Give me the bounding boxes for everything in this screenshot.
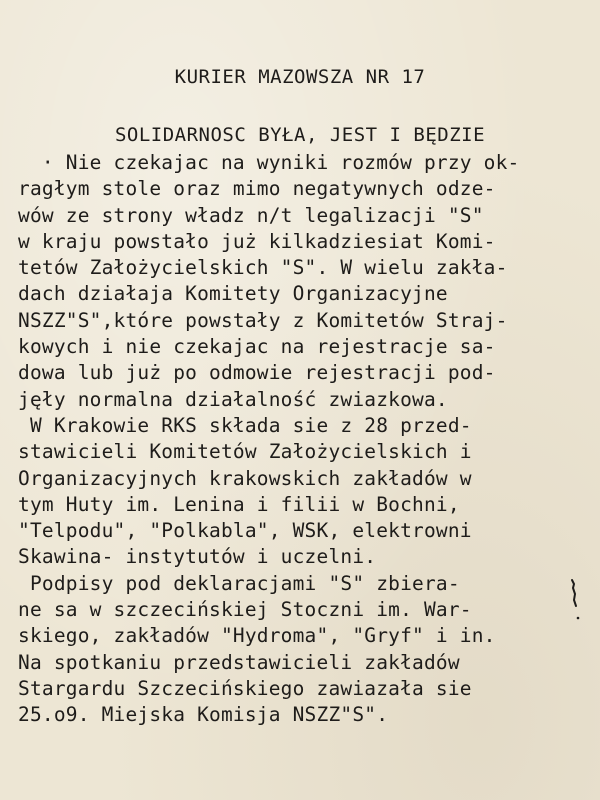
- text-line: W Krakowie RKS składa sie z 28 przed-: [18, 413, 472, 437]
- text-line: stawicieli Komitetów Założycielskich i: [18, 440, 472, 464]
- text-line: skiego, zakładów "Hydroma", "Gryf" i in.: [18, 624, 496, 648]
- text-line: kowych i nie czekajac na rejestracje sa-: [18, 335, 496, 359]
- text-line: Skawina- instytutów i uczelni.: [18, 545, 377, 569]
- text-line: Stargardu Szczecińskiego zawiazała sie: [18, 676, 472, 700]
- newsletter-header: KURIER MAZOWSZA NR 17: [174, 66, 426, 88]
- text-line: · Nie czekajac na wyniki rozmów przy ok-: [18, 151, 520, 174]
- text-line: NSZZ"S",które powstały z Komitetów Straj-: [18, 308, 508, 332]
- text-line: tetów Założycielskich "S". W wielu zakła-: [18, 256, 508, 280]
- article-body: [18, 150, 588, 729]
- text-line: jęły normalna działalność zwiazkowa.: [18, 387, 448, 411]
- text-line: wów ze strony władz n/t legalizacji "S": [18, 203, 484, 227]
- article-title: SOLIDARNOSC BYŁA, JEST I BĘDZIE: [114, 124, 486, 146]
- text-line: tym Huty im. Lenina i filii w Bochni,: [18, 492, 460, 516]
- text-line: Organizacyjnych krakowskich zakładów w: [18, 466, 472, 490]
- text-line: ne sa w szczecińskiej Stoczni im. War-: [18, 598, 472, 622]
- margin-ink-mark: [566, 578, 586, 628]
- text-line: "Telpodu", "Polkabla", WSK, elektrowni: [18, 519, 472, 543]
- text-line: 25.o9. Miejska Komisja NSZZ"S".: [18, 703, 389, 727]
- text-line: w kraju powstało już kilkadziesiat Komi-: [18, 229, 496, 253]
- text-line: dowa lub już po odmowie rejestracji pod-: [18, 361, 496, 385]
- text-line: dach działaja Komitety Organizacyjne: [18, 282, 448, 306]
- text-line: Na spotkaniu przedstawicieli zakładów: [18, 650, 460, 674]
- text-line: ragłym stole oraz mimo negatywnych odze-: [18, 177, 496, 201]
- text-line: Podpisy pod deklaracjami "S" zbiera-: [18, 571, 460, 595]
